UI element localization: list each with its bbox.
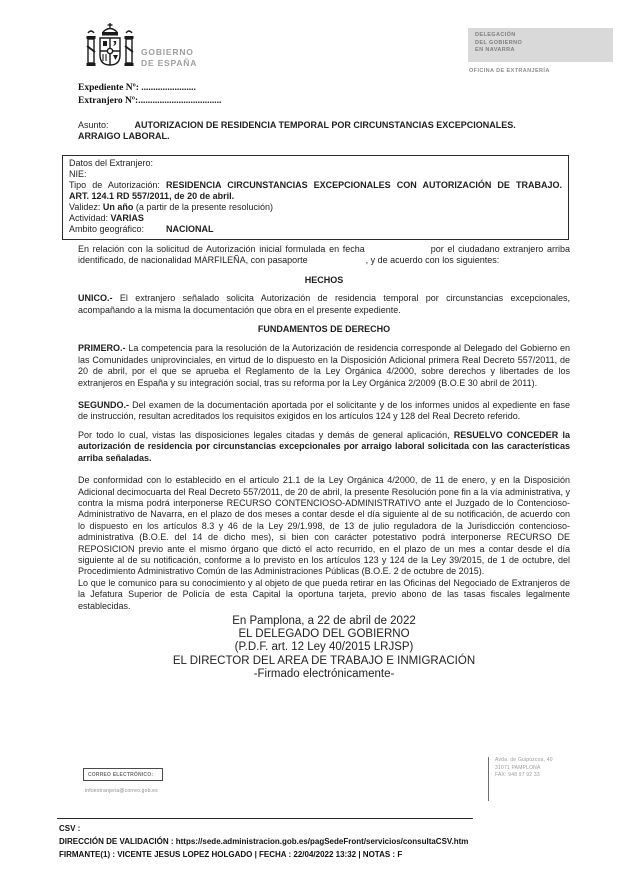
intro-part2: por el ciudadano extranjero arriba identificado, de nacionalidad MARFILEÑA, con pasaporte — [78, 244, 570, 266]
delegation-line1: DELEGACIÓN — [475, 32, 516, 38]
csv-validation-block — [59, 823, 619, 861]
address-fax: FAX: 948 97 92 33 — [495, 772, 540, 778]
scope-value: NACIONAL — [166, 224, 214, 234]
foreigner-data-box — [62, 155, 569, 240]
email-label-box: CORREO ELECTRÓNICO: — [83, 768, 163, 781]
delegation-line3: EN NAVARRA — [475, 47, 515, 53]
footer-divider-line — [57, 818, 473, 819]
datos-heading: Datos del Extranjero: — [69, 158, 154, 168]
intro-part1: En relación con la solicitud de Autorización inicial formulada en fecha — [78, 244, 365, 254]
validation-url-line: DIRECCIÓN DE VALIDACIÓN : https://sede.administracion.gob.es/pagSedeFront/servicios/consultaCSV.htm — [59, 836, 469, 846]
intro-paragraph — [78, 244, 570, 267]
resolution-paragraph — [78, 430, 570, 464]
segundo-text: Del examen de la documentación aportada por el solicitante y de los informes unidos al expediente en fase de instrucción, resultan acreditados los requisitos exigidos en los artículos 124 y 128 del Real Decreto referido. — [78, 400, 570, 422]
activity-value: VARIAS — [110, 213, 144, 223]
subject-title: AUTORIZACION DE RESIDENCIA TEMPORAL POR CIRCUNSTANCIAS EXCEPCIONALES. — [134, 120, 516, 130]
signature-role1: EL DELEGADO DEL GOBIERNO — [238, 628, 410, 641]
primero-lead: PRIMERO.- — [78, 343, 126, 354]
expediente-number-line: Expediente Nº: ....................... — [78, 83, 196, 93]
address-city: 31071 PAMPLONA — [495, 764, 541, 771]
activity-label: Actividad: — [69, 213, 109, 223]
contact-email: infoextranjeria@correo.gob.es — [85, 788, 158, 794]
unico-lead: UNICO.- — [78, 293, 113, 304]
authorization-type-value: RESIDENCIA CIRCUNSTANCIAS EXCEPCIONALES CON AUTORIZACIÓN DE TRABAJO. — [165, 180, 562, 190]
intro-part3: , y de acuerdo con los siguientes: — [365, 255, 500, 266]
resolution-grant-text: RESUELVO CONCEDER la autorización de residencia por circunstancias excepcionales por arraigo laboral solicitada con las características arriba señaladas. — [78, 429, 570, 463]
validity-line — [69, 202, 562, 213]
signature-place-date: En Pamplona, a 22 de abril de 2022 — [232, 614, 416, 627]
signature-delegation-ref: (P.D.F. art. 12 Ley 40/2015 LRJSP) — [234, 641, 414, 654]
subject-label: Asunto: — [78, 120, 109, 130]
unico-text: El extranjero señalado solicita Autorización de residencia temporal por circunstancias excepcionales, acompañando a la misma la documentación que obra en el presente expediente. — [78, 293, 570, 315]
signature-electronic-note: -Firmado electrónicamente- — [253, 667, 395, 680]
scope-label: Ambito geográfico: — [69, 224, 145, 234]
spain-coat-of-arms-icon — [84, 22, 136, 83]
resolution-plain: Por todo lo cual, vistas las disposiciones legales citadas y demás de general aplicación, — [78, 429, 450, 440]
csv-label: CSV : — [59, 824, 81, 833]
activity-line — [69, 213, 562, 224]
primero-text: La competencia para la resolución de la Autorización de residencia corresponde al Delegado del Gobierno en las Comunidades uniprovinciales, en virtud de lo dispuesto en la Disposición Adicional primera Real Decreto 557/2011, de 20 de abril, por el que se aprueba el Reglamento de la Ley Orgánica 4/2000, sobre derechos y libertades de los extranjeros en España y su integración social, tras su reforma por la Ley Orgánica 2/2009 (B.O.E 30 abril de 2011). — [78, 343, 570, 388]
subject-line2: ARRAIGO LABORAL. — [78, 131, 170, 142]
gov-line1: GOBIERNO — [141, 47, 194, 57]
validity-note: (a partir de la presente resolución) — [135, 202, 273, 212]
authorization-type-label: Tipo de Autorización: — [69, 180, 160, 190]
foreigners-office-label: OFICINA DE EXTRANJERÍA — [469, 68, 550, 74]
extranjero-number-line: Extranjero Nº:................................... — [78, 96, 222, 106]
address-street: Avda. de Guipúzcoa, 40 — [495, 757, 553, 763]
delegation-navarra-box — [468, 28, 613, 62]
authorization-type-line1 — [69, 180, 562, 191]
subject-line1 — [78, 120, 570, 131]
notification-paragraph: Lo que le comunico para su conocimiento y al objeto de que pueda retirar en las Oficinas del Negociado de Extranjeros de la Jefatura Superior de Policía de esta Capital la oportuna tarjeta, previo abono de las tasas fiscales legalmente establecidas. — [78, 577, 570, 611]
nie-line: NIE: — [69, 169, 87, 179]
document-body — [78, 244, 570, 681]
subject-block — [78, 120, 570, 143]
gov-line2: DE ESPAÑA — [141, 57, 198, 68]
authorization-type-line2: ART. 124.1 RD 557/2011, de 20 de abril. — [69, 191, 235, 201]
signature-role2: EL DIRECTOR DEL AREA DE TRABAJO E INMIGRACIÓN — [172, 654, 476, 667]
segundo-lead: SEGUNDO.- — [78, 400, 130, 411]
appeals-paragraph: De conformidad con lo establecido en el artículo 21.1 de la Ley Orgánica 4/2000, de 11 de enero, y en la Disposición Adicional decimocuarta del Real Decreto 557/2011, de 20 de abril, la presente Resolución pone fin a la vía administrativa, y contra la misma podrá interponerse RECURSO CONTENCIOSO-ADMINISTRATIVO ante el Juzgado de lo Contencioso-Administrativo de Navarra, en el plazo de dos meses a contar desde el día siguiente al de su notificación, de acuerdo con lo dispuesto en los artículos 8.3 y 46 de la Ley 29/1.998, de 13 de julio reguladora de la Jurisdicción contencioso-administrativa (B.O.E. del 14 de dicho mes), si bien con carácter potestativo podrá interponerse RECURSO DE REPOSICION previo ante el mismo órgano que dictó el acto recurrido, en el plazo de un mes a contar desde el día siguiente al de su notificación, conforme a lo previsto en los artículos 123 y 124 de la Ley 39/2015, de 1 de octubre, del Procedimiento Administrativo Común de las Administraciones Públicas (B.O.E. 2 de octubre de 2015). — [78, 475, 570, 577]
hechos-heading: HECHOS — [304, 274, 344, 285]
delegation-line2: DEL GOBIERNO — [475, 39, 523, 46]
office-address-block — [488, 757, 553, 801]
validity-label: Validez: — [69, 202, 101, 212]
fundamentos-heading: FUNDAMENTOS DE DERECHO — [257, 324, 391, 335]
signer-line: FIRMANTE(1) : VICENTE JESUS LOPEZ HOLGADO | FECHA : 22/04/2022 13:32 | NOTAS : F — [59, 849, 403, 859]
scope-line — [69, 224, 562, 235]
unico-paragraph — [78, 293, 570, 316]
file-number-block — [78, 82, 221, 108]
validity-value: Un año — [102, 202, 134, 212]
segundo-paragraph — [78, 400, 570, 423]
primero-paragraph — [78, 343, 570, 389]
government-of-spain-wordmark — [141, 47, 197, 68]
signature-block — [78, 615, 570, 681]
